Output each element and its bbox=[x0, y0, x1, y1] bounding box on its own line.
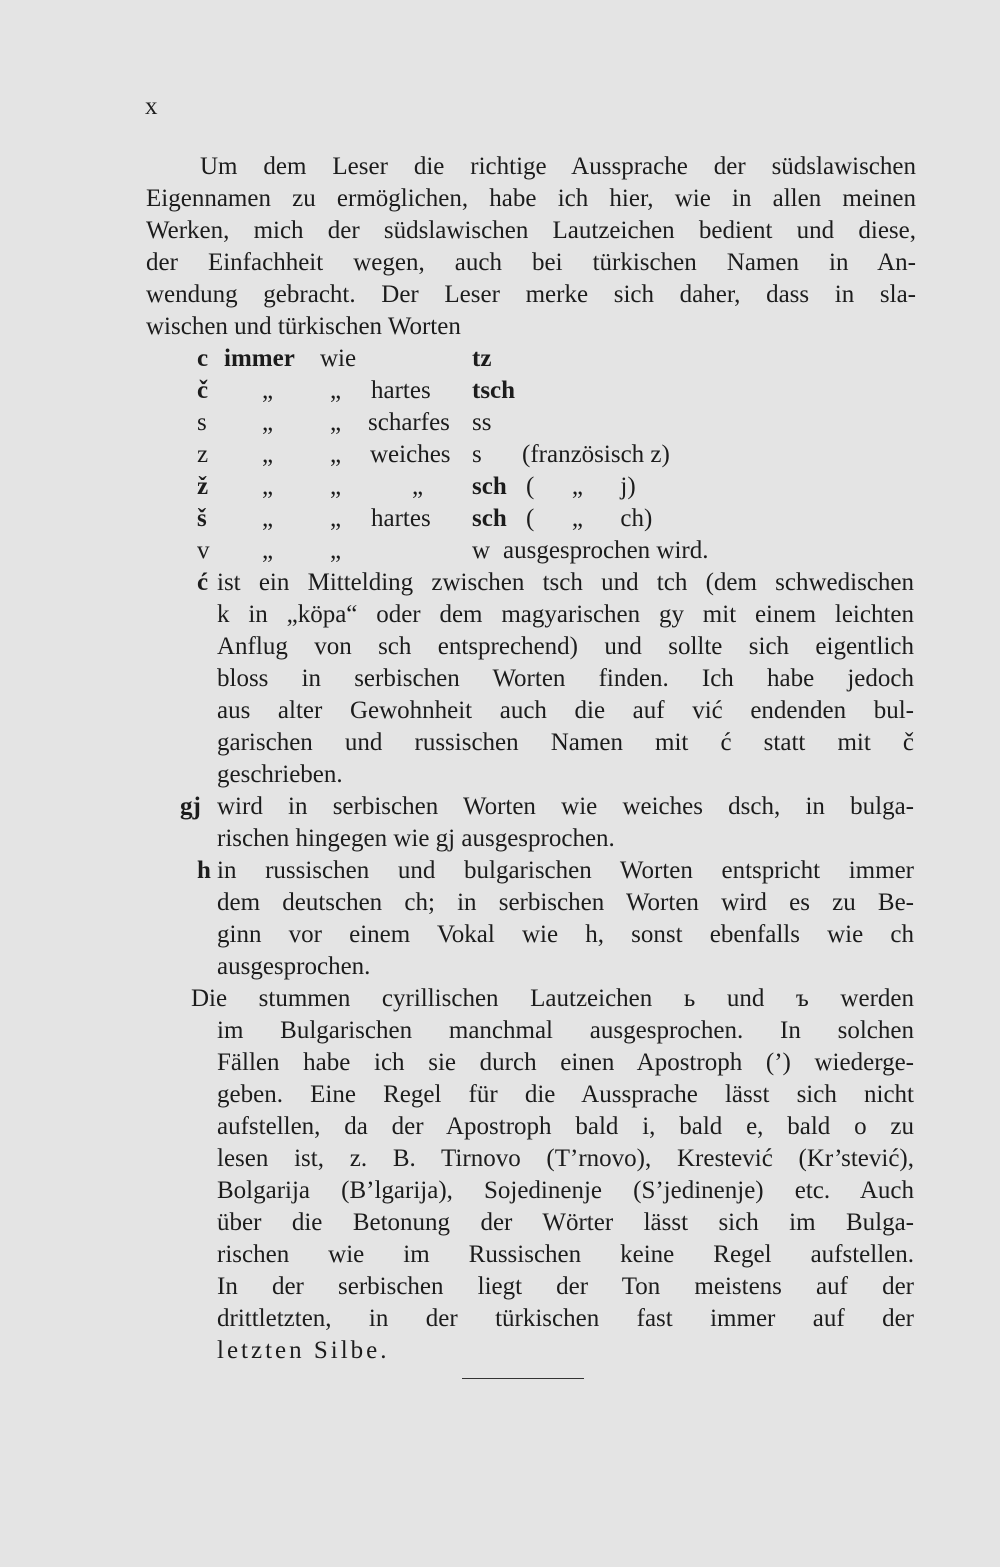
intro-line: wendung gebracht. Der Leser merke sich daher, dass in sla- bbox=[146, 281, 916, 308]
closing-rule bbox=[462, 1378, 584, 1379]
intro-line: Werken, mich der südslawischen Lautzeichen bedient und diese, bbox=[146, 217, 916, 244]
stumme-line: Bolgarija (B’lgarija), Sojedinenje (S’jedinenje) etc. Auch bbox=[217, 1177, 914, 1204]
table-col6: (französisch z) bbox=[522, 441, 670, 468]
table-col2: „ bbox=[262, 441, 274, 468]
stumme-line: rischen wie im Russischen keine Regel aufstellen. bbox=[217, 1241, 914, 1268]
table-letter: v bbox=[197, 537, 210, 564]
table-col2: „ bbox=[262, 537, 274, 564]
table-col4: „ bbox=[412, 473, 424, 500]
stumme-line: Die stummen cyrillischen Lautzeichen ь und ъ werden bbox=[191, 985, 914, 1012]
table-col2: „ bbox=[262, 473, 274, 500]
table-col2: „ bbox=[262, 377, 274, 404]
entry-line: dem deutschen ch; in serbischen Worten wird es zu Be- bbox=[217, 889, 914, 916]
intro-line: Um dem Leser die richtige Aussprache der südslawischen bbox=[200, 153, 916, 180]
stumme-line: über die Betonung der Wörter lässt sich im Bulga- bbox=[217, 1209, 914, 1236]
entry-line: ginn vor einem Vokal wie h, sonst ebenfalls wie ch bbox=[217, 921, 914, 948]
table-col4: hartes bbox=[371, 377, 431, 404]
table-col3: „ bbox=[330, 505, 342, 532]
page-number: x bbox=[145, 93, 158, 120]
table-col2: immer bbox=[224, 345, 295, 372]
table-col4: scharfes bbox=[368, 409, 450, 436]
stumme-line: letzten Silbe. bbox=[217, 1337, 390, 1364]
table-col5: s bbox=[472, 441, 482, 468]
table-col5: tz bbox=[472, 345, 492, 372]
stumme-line: drittletzten, in der türkischen fast immer auf der bbox=[217, 1305, 914, 1332]
entry-line: geschrieben. bbox=[217, 761, 343, 788]
table-col2: „ bbox=[262, 505, 274, 532]
table-col3: wie bbox=[320, 345, 357, 372]
table-letter: č bbox=[197, 377, 209, 404]
entry-line: garischen und russischen Namen mit ć statt mit č bbox=[217, 729, 914, 756]
stumme-line: Fällen habe ich sie durch einen Apostroph (’) wiederge- bbox=[217, 1049, 914, 1076]
table-col3: „ bbox=[330, 473, 342, 500]
entry-line: Anflug von sch entsprechend) und sollte sich eigentlich bbox=[217, 633, 914, 660]
stumme-line: im Bulgarischen manchmal ausgesprochen. In solchen bbox=[217, 1017, 914, 1044]
table-col3: „ bbox=[330, 377, 342, 404]
table-col5: sch bbox=[472, 505, 507, 532]
entry-line: bloss in serbischen Worten finden. Ich habe jedoch bbox=[217, 665, 914, 692]
table-col5: sch bbox=[472, 473, 507, 500]
entry-line: wird in serbischen Worten wie weiches dsch, in bulga- bbox=[217, 793, 914, 820]
entry-line: k in „köpa“ oder dem magyarischen gy mit einem leichten bbox=[217, 601, 914, 628]
intro-line: Eigennamen zu ermöglichen, habe ich hier, wie in allen meinen bbox=[146, 185, 916, 212]
entry-line: in russischen und bulgarischen Worten entspricht immer bbox=[217, 857, 914, 884]
stumme-line: aufstellen, da der Apostroph bald i, bald e, bald o zu bbox=[217, 1113, 914, 1140]
intro-line: der Einfachheit wegen, auch bei türkischen Namen in An- bbox=[146, 249, 916, 276]
entry-line: rischen hingegen wie gj ausgesprochen. bbox=[217, 825, 615, 852]
table-col3: „ bbox=[330, 409, 342, 436]
entry-line: aus alter Gewohnheit auch die auf vić endenden bul- bbox=[217, 697, 914, 724]
intro-line: wischen und türkischen Worten bbox=[146, 313, 461, 340]
stumme-line: lesen ist, z. B. Tirnovo (T’rnovo), Krestević (Kr’stević), bbox=[217, 1145, 914, 1172]
table-letter: c bbox=[197, 345, 209, 372]
table-col3: „ bbox=[330, 441, 342, 468]
entry-letter: gj bbox=[180, 793, 201, 820]
table-col3: „ bbox=[330, 537, 342, 564]
table-letter: š bbox=[197, 505, 207, 532]
table-letter: z bbox=[197, 441, 209, 468]
table-letter: s bbox=[197, 409, 207, 436]
entry-line: ist ein Mittelding zwischen tsch und tch (dem schwedischen bbox=[217, 569, 914, 596]
table-col5: ss bbox=[472, 409, 492, 436]
entry-letter: h bbox=[197, 857, 211, 884]
stumme-line: In der serbischen liegt der Ton meistens auf der bbox=[217, 1273, 914, 1300]
entry-letter: ć bbox=[197, 569, 209, 596]
entry-line: ausgesprochen. bbox=[217, 953, 371, 980]
stumme-line: geben. Eine Regel für die Aussprache lässt sich nicht bbox=[217, 1081, 914, 1108]
table-col6: ( „ j) bbox=[526, 473, 636, 500]
table-col6: ausgesprochen wird. bbox=[503, 537, 709, 564]
table-letter: ž bbox=[197, 473, 209, 500]
table-col6: ( „ ch) bbox=[526, 505, 653, 532]
table-col4: weiches bbox=[370, 441, 451, 468]
table-col5: tsch bbox=[472, 377, 516, 404]
table-col5: w bbox=[472, 537, 491, 564]
table-col4: hartes bbox=[371, 505, 431, 532]
table-col2: „ bbox=[262, 409, 274, 436]
